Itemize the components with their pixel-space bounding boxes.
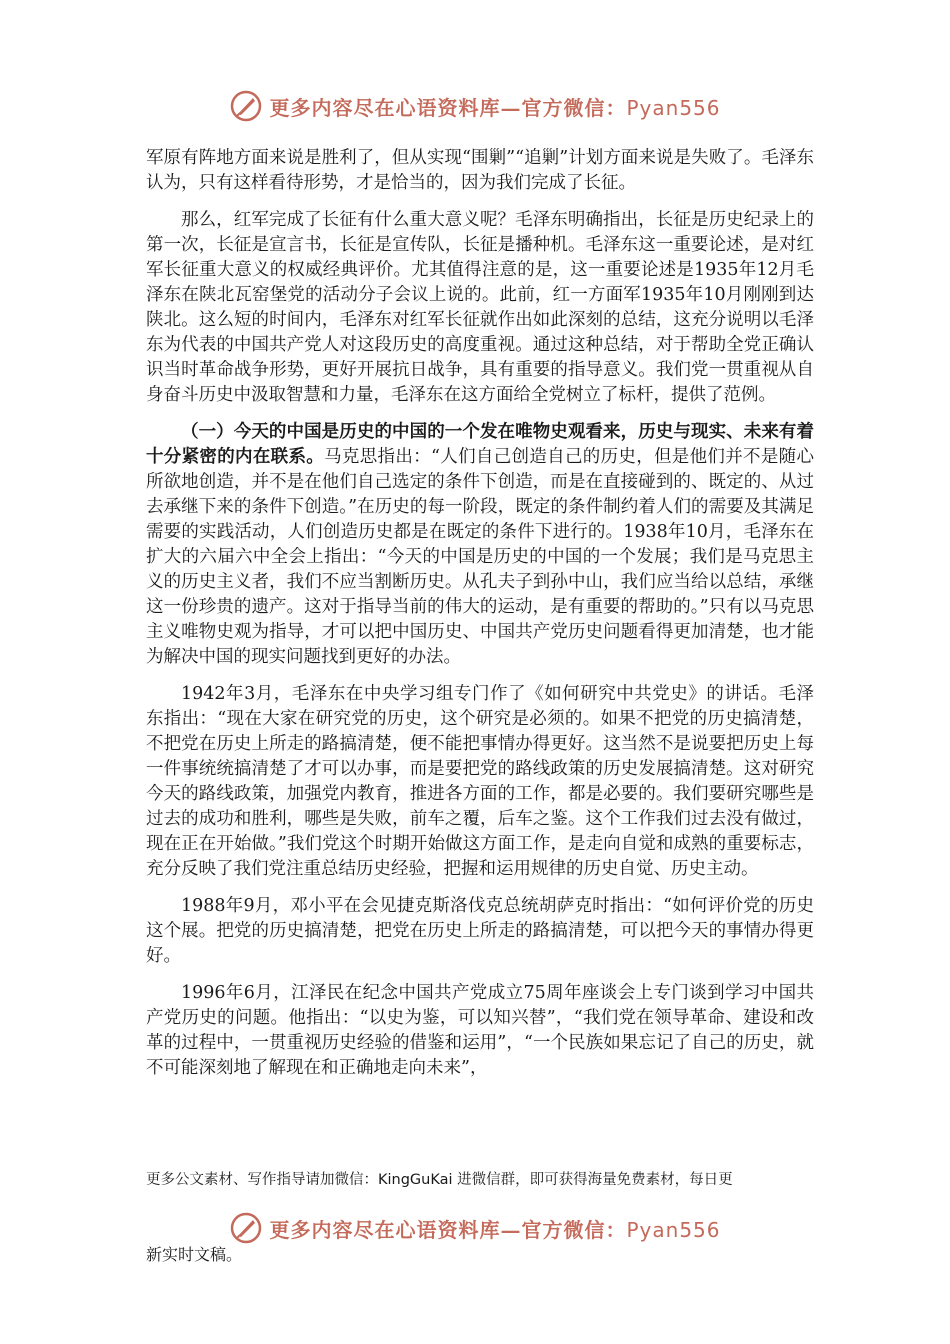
paragraph-3-body: 马克思指出：“人们自己创造自己的历史，但是他们并不是随心所欲地创造，并不是在他们自己选定的条件下创造，而是在直接碰到的、既定的、从过去承继下来的条件下创造。”在历史的每一阶段，既定的条件制约着人们的需要及其满足需要的实践活动，人们创造历史都是在既定的条件下进行的。1938年10月，毛泽东在扩大的六届六中全会上指出：“今天的中国是历史的中国的一个发展；我们是马克思主义的历史主义者，我们不应当割断历史。从孔夫子到孙中山，我们应当给以总结，承继这一份珍贵的遗产。这对于指导当前的伟大的运动，是有重要的帮助的。”只有以马克思主义唯物史观为指导，才可以把中国历史、中国共产党历史问题看得更加清楚，也才能为解决中国的现实问题找到更好的办法。 xyxy=(146,447,814,667)
watermark-text: 更多内容尽在心语资料库—官方微信：Pyan556 xyxy=(269,95,721,120)
watermark-wechat-id: Pyan556 xyxy=(626,1217,721,1242)
footer-note: 更多公文素材、写作指导请加微信：KingGuKai 进微信群，即可获得海量免费素材，每日更 xyxy=(146,1172,733,1188)
paragraph-5: 1988年9月，邓小平在会见捷克斯洛伐克总统胡萨克时指出：“如何评价党的历史这个展。把党的历史搞清楚，把党在历史上所走的路搞清楚，可以把今天的事情办得更好。 xyxy=(146,896,814,966)
document-body xyxy=(146,146,814,1093)
paragraph-3 xyxy=(146,420,814,670)
paragraph-1: 军原有阵地方面来说是胜利了，但从实现“围剿”“追剿”计划方面来说是失败了。毛泽东认为，只有这样看待形势，才是恰当的，因为我们完成了长征。 xyxy=(146,148,814,193)
paragraph-2: 那么，红军完成了长征有什么重大意义呢？毛泽东明确指出，长征是历史纪录上的第一次，长征是宣言书，长征是宣传队，长征是播种机。毛泽东这一重要论述，是对红军长征重大意义的权威经典评价。尤其值得注意的是，这一重要论述是1935年12月毛泽东在陕北瓦窑堡党的活动分子会议上说的。此前，红一方面军1935年10月刚刚到达陕北。这么短的时间内，毛泽东对红军长征就作出如此深刻的总结，这充分说明以毛泽东为代表的中国共产党人对这段历史的高度重视。通过这种总结，对于帮助全党正确认识当时革命战争形势，更好开展抗日战争，具有重要的指导意义。我们党一贯重视从自身奋斗历史中汲取智慧和力量，毛泽东在这方面给全党树立了标杆，提供了范例。 xyxy=(146,210,814,405)
footer-end: 新实时文稿。 xyxy=(146,1245,243,1264)
quill-logo-icon xyxy=(229,89,263,123)
section-heading: （一）今天的中国是历史的中国的一个发在唯物史观看来，历史与现实、未来有着十分紧密的内在联系。 xyxy=(146,422,814,467)
paragraph-4: 1942年3月，毛泽东在中央学习组专门作了《如何研究中共党史》的讲话。毛泽东指出：“现在大家在研究党的历史，这个研究是必须的。如果不把党的历史搞清楚，不把党在历史上所走的路搞清楚，便不能把事情办得更好。这当然不是说要把历史上每一件事统统搞清楚了才可以办事，而是要把党的路线政策的历史发展搞清楚。这对研究今天的路线政策，加强党内教育，推进各方面的工作，都是必要的。我们要研究哪些是过去的成功和胜利，哪些是失败，前车之覆，后车之鉴。这个工作我们过去没有做过，现在正在开始做。”我们党这个时期开始做这方面工作，是走向自觉和成熟的重要标志，充分反映了我们党注重总结历史经验，把握和运用规律的历史自觉、历史主动。 xyxy=(146,684,814,879)
watermark-text: 更多内容尽在心语资料库—官方微信：Pyan556 xyxy=(269,1217,721,1242)
quill-logo-icon xyxy=(229,1211,263,1245)
watermark-header xyxy=(0,86,950,126)
paragraph-6: 1996年6月，江泽民在纪念中国共产党成立75周年座谈会上专门谈到学习中国共产党历史的问题。他指出：“以史为鉴，可以知兴替”，“我们党在领导革命、建设和改革的过程中，一贯重视历史经验的借鉴和运用”，“一个民族如果忘记了自己的历史，就不可能深刻地了解现在和正确地走向未来”， xyxy=(146,983,814,1078)
watermark-wechat-id: Pyan556 xyxy=(626,95,721,120)
